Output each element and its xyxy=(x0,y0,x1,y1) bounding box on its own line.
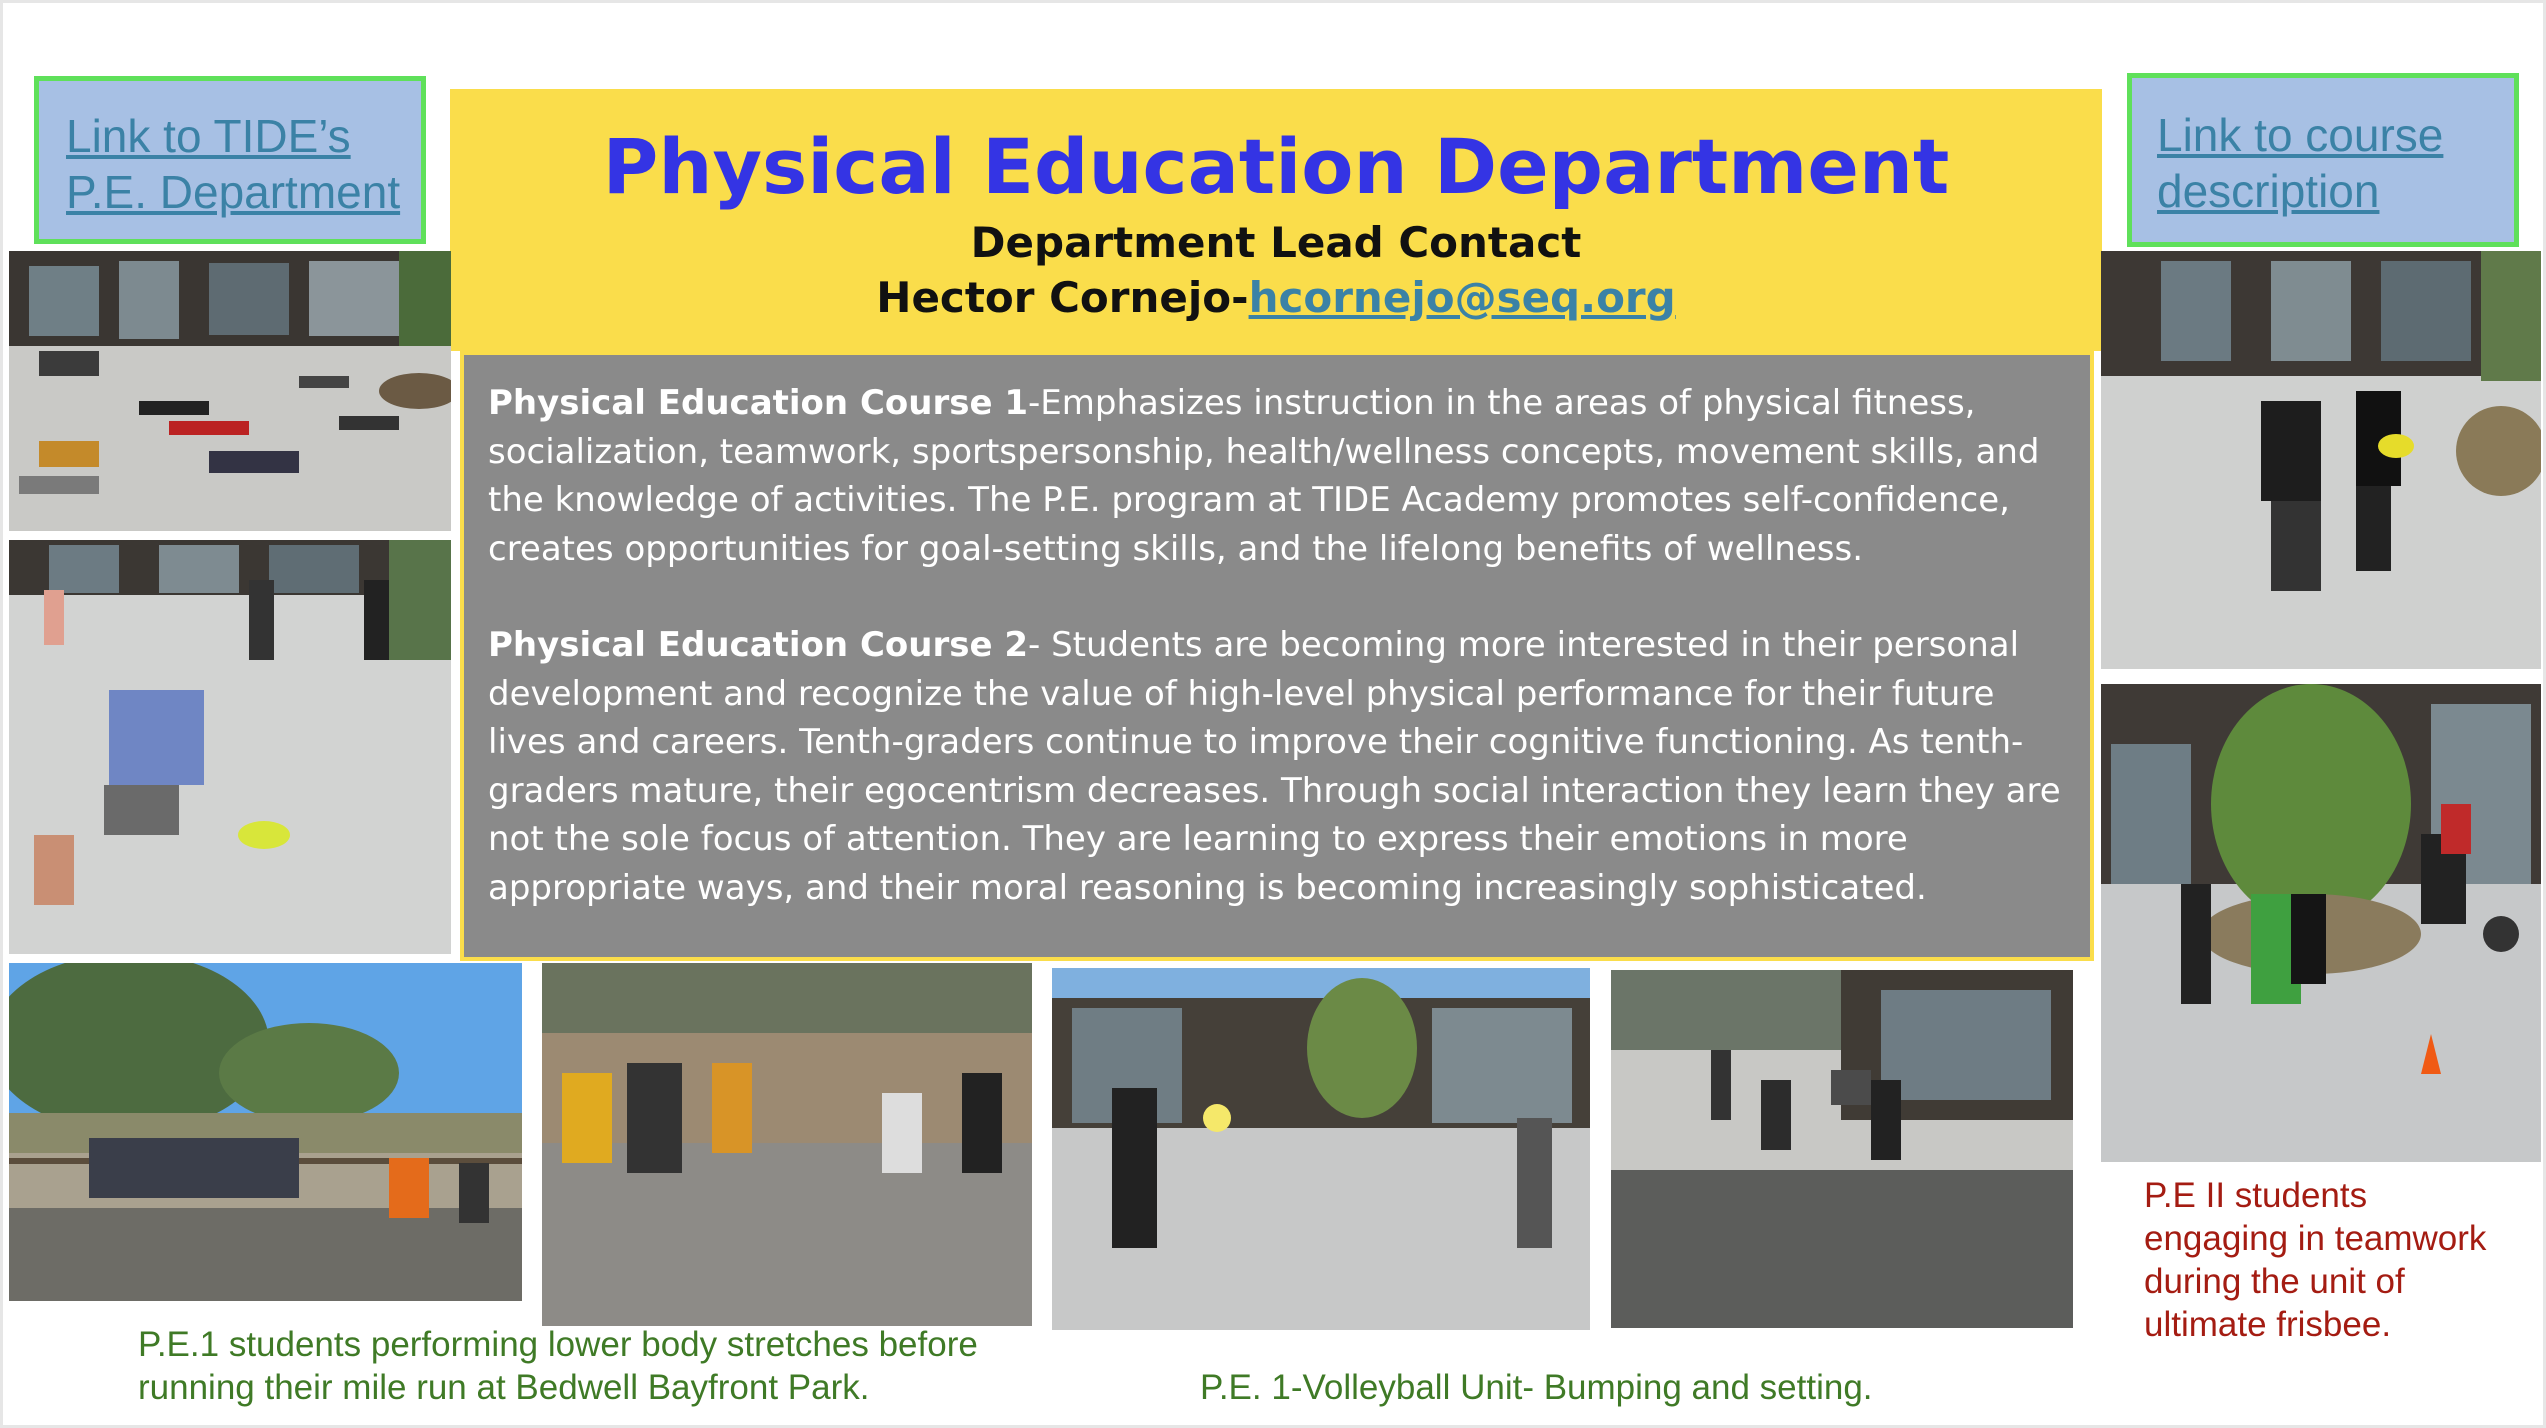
course-description-link-line1[interactable]: Link to course xyxy=(2157,109,2444,161)
photo-students-planking xyxy=(9,251,451,531)
department-lead-label: Department Lead Contact xyxy=(970,218,1582,267)
photo-bedwell-stretches xyxy=(9,963,522,1301)
header-banner xyxy=(450,89,2102,351)
caption-volleyball: P.E. 1-Volleyball Unit- Bumping and setting. xyxy=(1200,1368,1873,1407)
course-1-description: Emphasizes instruction in the areas of physical fitness, socialization, teamwork, sportspersonship, health/wellness concepts, movement skills, and the knowledge of activities. The P.E. program at TIDE Academy promotes self-confidence, creates opportunities for goal-setting skills, and the lifelong benefits of wellness. xyxy=(488,383,2040,569)
photo-student-throwing-frisbee xyxy=(9,540,451,954)
photo-students-running xyxy=(542,963,1032,1326)
course-2-title: Physical Education Course 2 xyxy=(488,625,1029,665)
page-title: Physical Education Department xyxy=(602,122,1950,211)
tide-pe-link-line1[interactable]: Link to TIDE’s xyxy=(66,110,351,162)
course-2-paragraph xyxy=(488,621,2070,912)
caption-stretches-line1: P.E.1 students performing lower body stretches before xyxy=(138,1325,978,1364)
photo-volleyball-patio xyxy=(1611,970,2073,1328)
caption-stretches-line2: running their mile run at Bedwell Bayfront Park. xyxy=(138,1368,870,1407)
photo-ultimate-frisbee-game xyxy=(2101,684,2541,1162)
caption-frisbee-line3: during the unit of xyxy=(2144,1262,2405,1301)
course-description-link-line2[interactable]: description xyxy=(2157,165,2380,217)
contact-name: Hector Cornejo- xyxy=(876,273,1249,322)
course-description-link[interactable] xyxy=(2127,73,2519,247)
course-1-paragraph xyxy=(488,379,2070,573)
caption-frisbee-line4: ultimate frisbee. xyxy=(2144,1305,2392,1344)
photo-students-playing-frisbee xyxy=(2101,251,2541,669)
contact-line xyxy=(450,270,2102,325)
contact-email-link[interactable]: hcornejo@seq.org xyxy=(1248,273,1676,322)
caption-stretches xyxy=(138,1323,1038,1409)
course-2-description: Students are becoming more interested in their personal development and recognize the value of high-level physical performance for their future lives and careers. Tenth-graders continue to improve their cognitive functioning. As tenth-graders mature, their egocentrism decreases. Through social interaction they learn they are not the sole focus of attention. They are learning to express their emotions in more appropriate ways, and their moral reasoning is becoming increasingly sophisticated. xyxy=(488,625,2061,908)
course-2-separator: - xyxy=(1028,625,1052,665)
caption-frisbee-line1: P.E II students xyxy=(2144,1176,2368,1215)
course-1-separator: - xyxy=(1028,383,1041,423)
caption-frisbee xyxy=(2144,1174,2544,1346)
tide-pe-department-link[interactable] xyxy=(34,76,426,244)
course-descriptions xyxy=(460,351,2094,961)
photo-volleyball-courtyard xyxy=(1052,968,1590,1330)
tide-pe-link-line2[interactable]: P.E. Department xyxy=(66,166,401,218)
caption-frisbee-line2: engaging in teamwork xyxy=(2144,1219,2487,1258)
course-1-title: Physical Education Course 1 xyxy=(488,383,1029,423)
